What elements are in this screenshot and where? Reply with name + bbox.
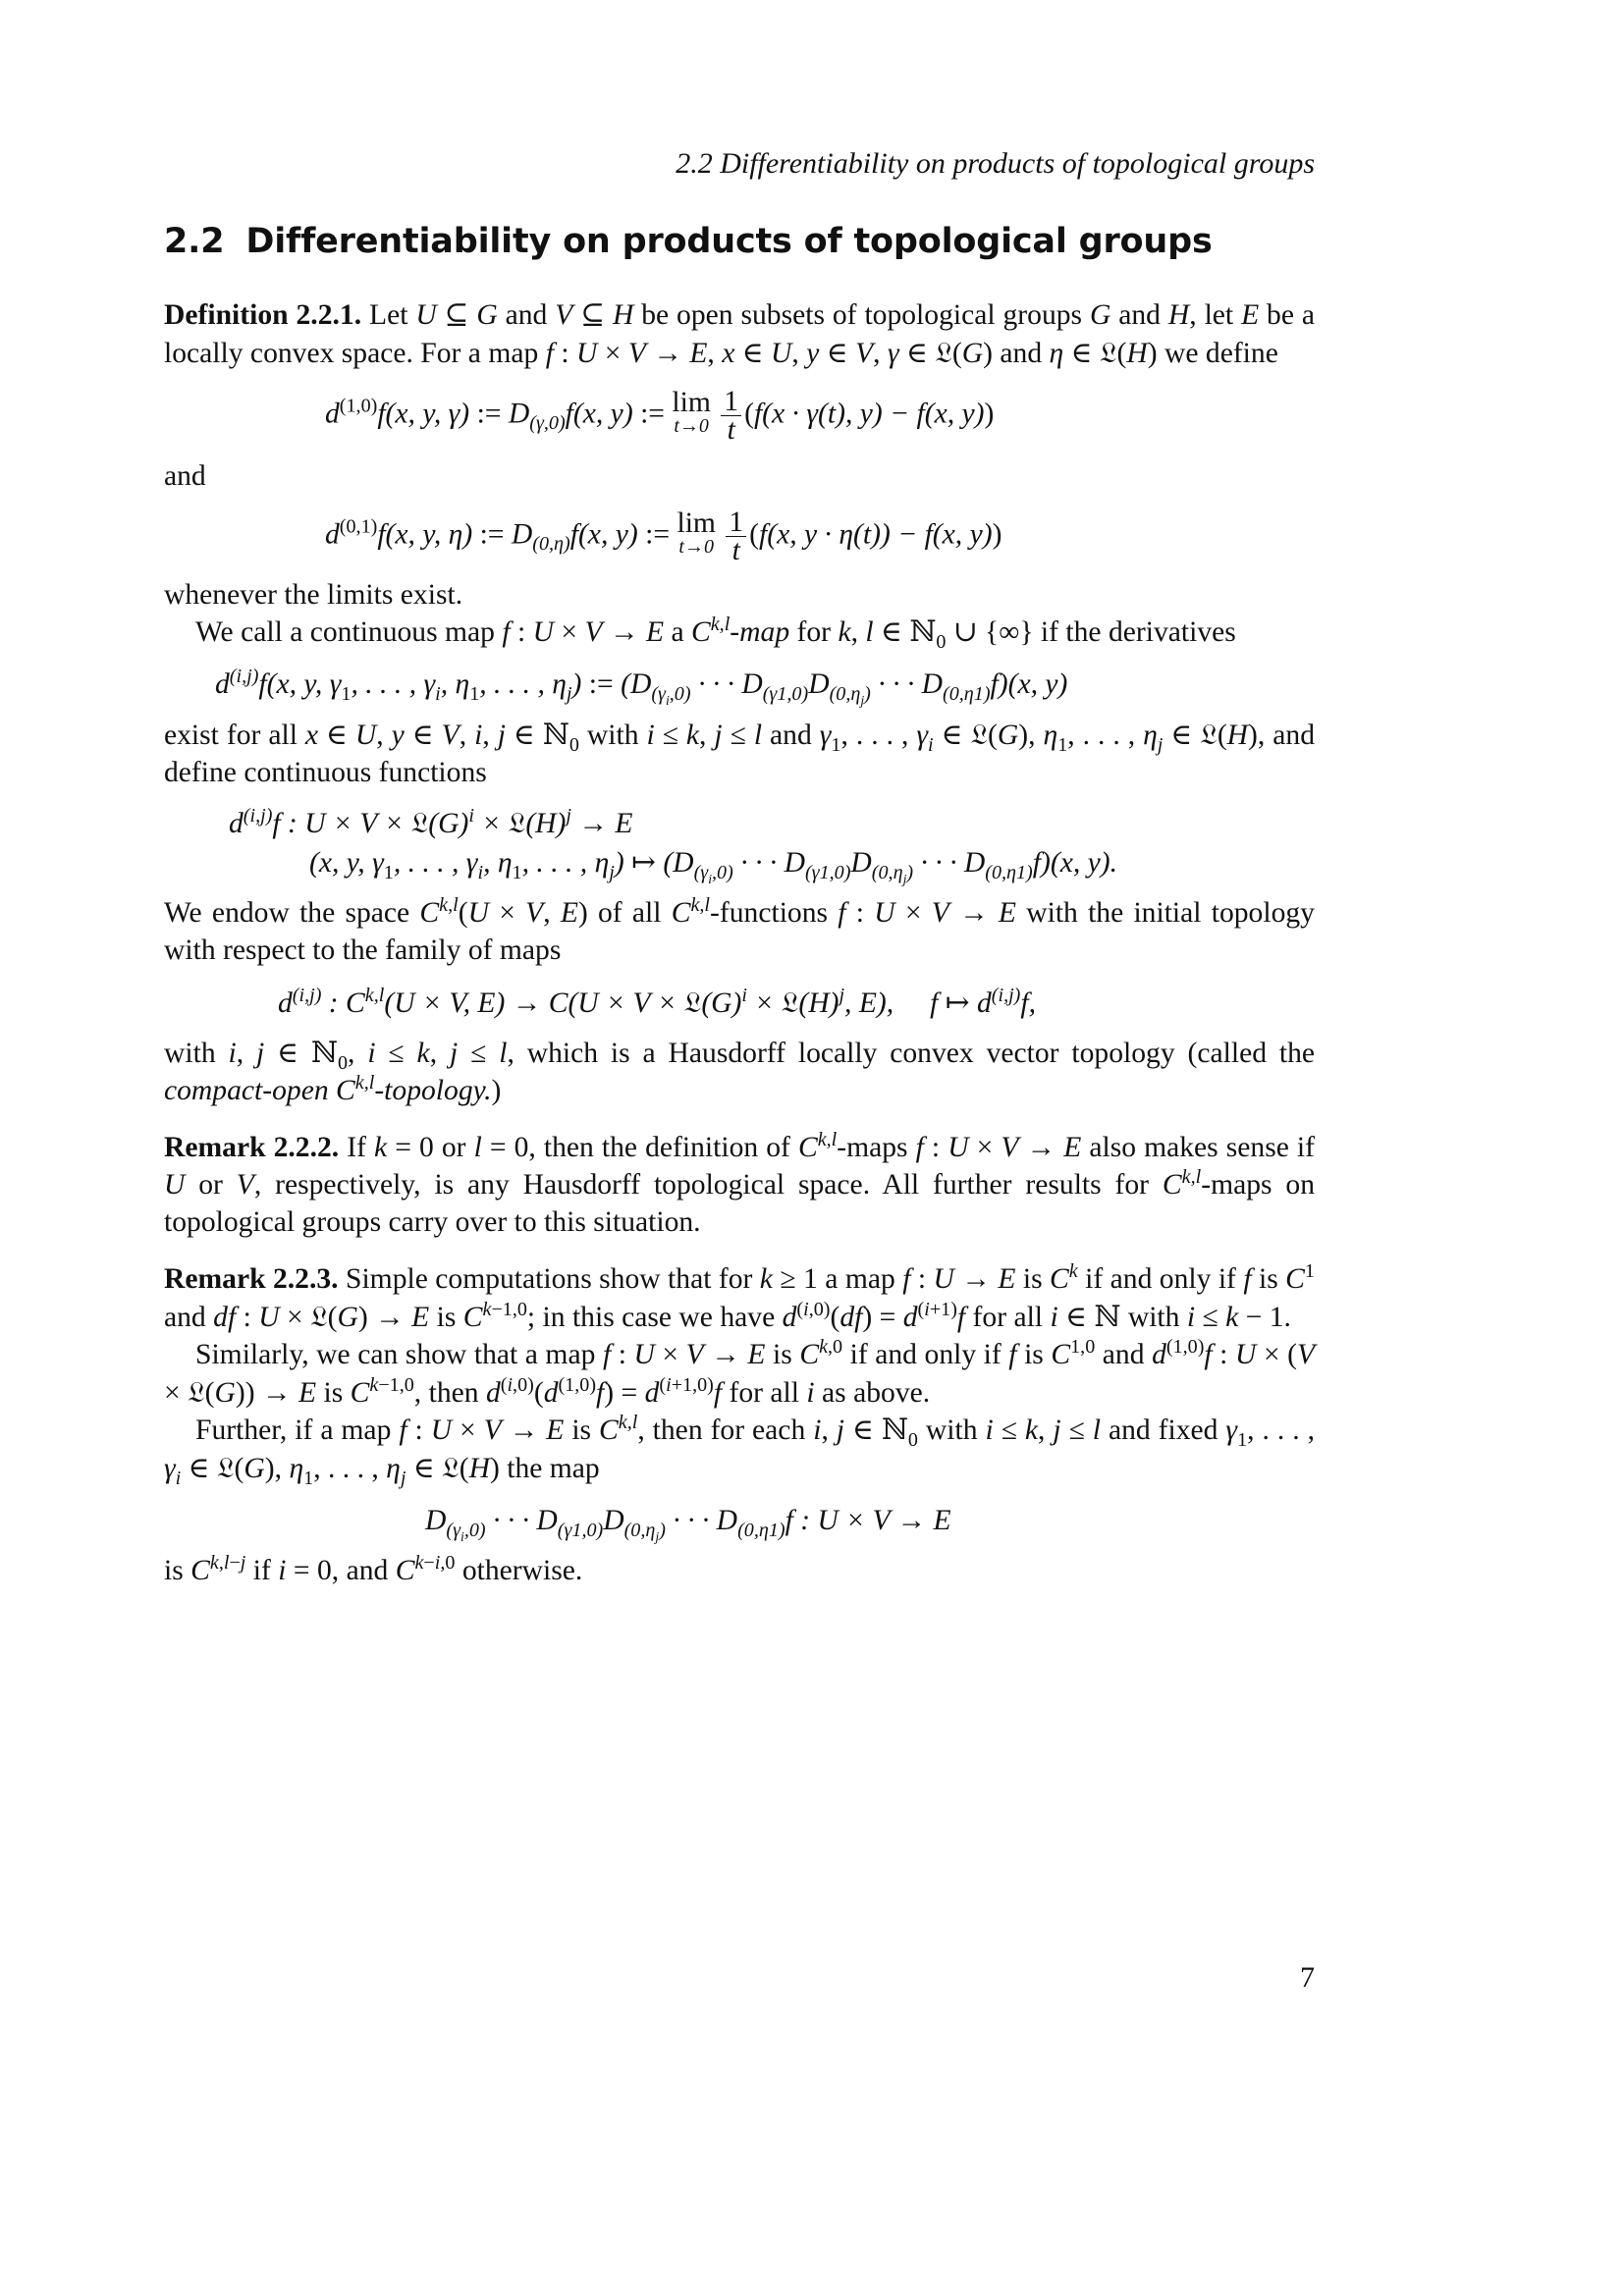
equation-iterated-derivative: $D_{(\gamma_i,0)}$ · · · $D_{(\gamma 1,0)}D_{(0,\eta_j)}$ · · · $D_{(0,\eta 1)}f$ : U × V → E [425, 1505, 951, 1544]
equation-map-signature: $d^{(i,j)}f$ : $U \times V \times 𝔏(G)^i$ × $𝔏(H)^j \to E$ [229, 805, 633, 839]
equation-d01: $d^{(0,1)}f(x$, y, η) := $D_{(0,\eta)}f(x$, y) := lim t→0 $\frac{1}{t}$ (f(x, y · η(t)) − f(x, y)) [325, 507, 1002, 566]
remark-2-2-2: Remark 2.2.2. If k = 0 or l = 0, then the definition of C$^{k,l}$-maps f : U × V → E also makes sense if U or V, respectively, is any Hausdorff topological space. All further results for C$^{k,l}$-maps on topological groups carry over to this situation. [164, 1129, 1316, 1238]
definition-label: Definition 2.2.1. [164, 299, 362, 331]
remark-2-2-3-label: Remark 2.2.3. [164, 1263, 339, 1295]
remark-2-2-3-p1: Remark 2.2.3. Simple computations show that for k ≥ 1 a map f : U → E is $C^k$ if and only if f is $C^1$ and df : U × 𝔏(G) → E is $C^{k-1,0}$; in this case we have $d^{(i,0)}(df) = d^{(i+1)}f$ for all i ∈ ℕ with i ≤ k − 1. [164, 1260, 1315, 1333]
with-text: with i, j ∈ ℕ$_0$, i ≤ k, j ≤ l, which is a Hausdorff locally convex vector topology (called the compact-open C$^{k,l}$-topology.) [164, 1038, 1316, 1106]
equation-map-rule: (x, y, $\gamma_1$, . . . , $\gamma_i$, $\eta_1$, . . . , $\eta_j$) ↦ ($D_{(\gamma_i,0)}$ · · · $D_{(\gamma 1,0)}D_{(0,\eta_j)}$ · · · $D_{(0,\eta 1)}f)(x$, y). [309, 847, 1118, 886]
remark-2-2-3-p2: Similarly, we can show that a map f : U × V → E is C$^{k,0}$ if and only if f is C$^{1,0}$ and $d^{(1,0)}f$ : U × (V × 𝔏(G)) → E is $C^{k-1,0}$, then $d^{(i,0)}(d^{(1,0)}f) = d^{(i+1,0)}f$ for all i as above. [164, 1336, 1316, 1409]
running-head: 2.2 Differentiability on products of topological groups [676, 147, 1315, 180]
call-text: We call a continuous map f : U × V → E a C$^{k,l}$-map for k, l ∈ ℕ$_0$ ∪ {∞} if the derivatives [195, 614, 1236, 653]
body-text [164, 296, 1315, 1589]
equation-initial-topology: $d^{(i,j)}$ : C$^{k,l}$(U × V, $E) \to C(U \times V \times 𝔏(G)^i$ × $𝔏(H)^j$, E), f ↦ $d^{(i,j)}f$, [278, 985, 1037, 1019]
section-number: 2.2 [164, 222, 225, 261]
endow-text: We endow the space C$^{k,l}$(U × V, E) of all C$^{k,l}$-functions f : U × V → E with the initial topology with respect to the family of maps [164, 894, 1315, 966]
definition-intro: Definition 2.2.1. Let U ⊆ G and V ⊆ H be open subsets of topological groups G and H, let E be a locally convex space. For a map f : U × V → E, x ∈ U, y ∈ V, γ ∈ 𝔏(G) and η ∈ 𝔏(H) we define [164, 299, 1316, 369]
page-number: 7 [1300, 1961, 1315, 1994]
exist-text: exist for all x ∈ U, y ∈ V, i, j ∈ ℕ$_0$ with i ≤ k, j ≤ l and $\gamma_1$, . . . , $\gamma_i$ ∈ 𝔏(G), $\eta_1$, . . . , $\eta_j$ ∈ 𝔏(H), and define continuous functions [164, 718, 1316, 788]
whenever-text: whenever the limits exist. [164, 579, 463, 611]
equation-dij: $d^{(i,j)}f(x$, y, $\gamma_1$, . . . , $\gamma_i$, $\eta_1$, . . . , $\eta_j$) := ($D_{(\gamma_i,0)}$ · · · $D_{(\gamma 1,0)}D_{(0,\eta_j)}$ · · · $D_{(0,\eta 1)}f)(x$, y) [215, 666, 1068, 708]
remark-2-2-3-p3: Further, if a map f : U × V → E is C$^{k,l}$, then for each i, j ∈ ℕ$_0$ with i ≤ k, j ≤ l and fixed $\gamma_1$, . . . , $\gamma_i$ ∈ 𝔏(G), $\eta_1$, . . . , $\eta_j$ ∈ 𝔏(H) the map [164, 1412, 1315, 1489]
equation-d10: $d^{(1,0)}f(x$, y, γ) := $D_{(\gamma,0)}f(x$, y) := lim t→0 $\frac{1}{t}$ (f(x · γ(t), y) − f(x, y)) [325, 386, 995, 446]
remark-2-2-3-p4: is $C^{k,l-j}$ if i = 0, and $C^{k-i,0}$ otherwise. [164, 1552, 583, 1586]
remark-2-2-2-label: Remark 2.2.2. [164, 1132, 340, 1163]
section-heading [164, 222, 1213, 261]
and-word: and [164, 460, 206, 492]
section-title: Differentiability on products of topological groups [245, 222, 1213, 261]
